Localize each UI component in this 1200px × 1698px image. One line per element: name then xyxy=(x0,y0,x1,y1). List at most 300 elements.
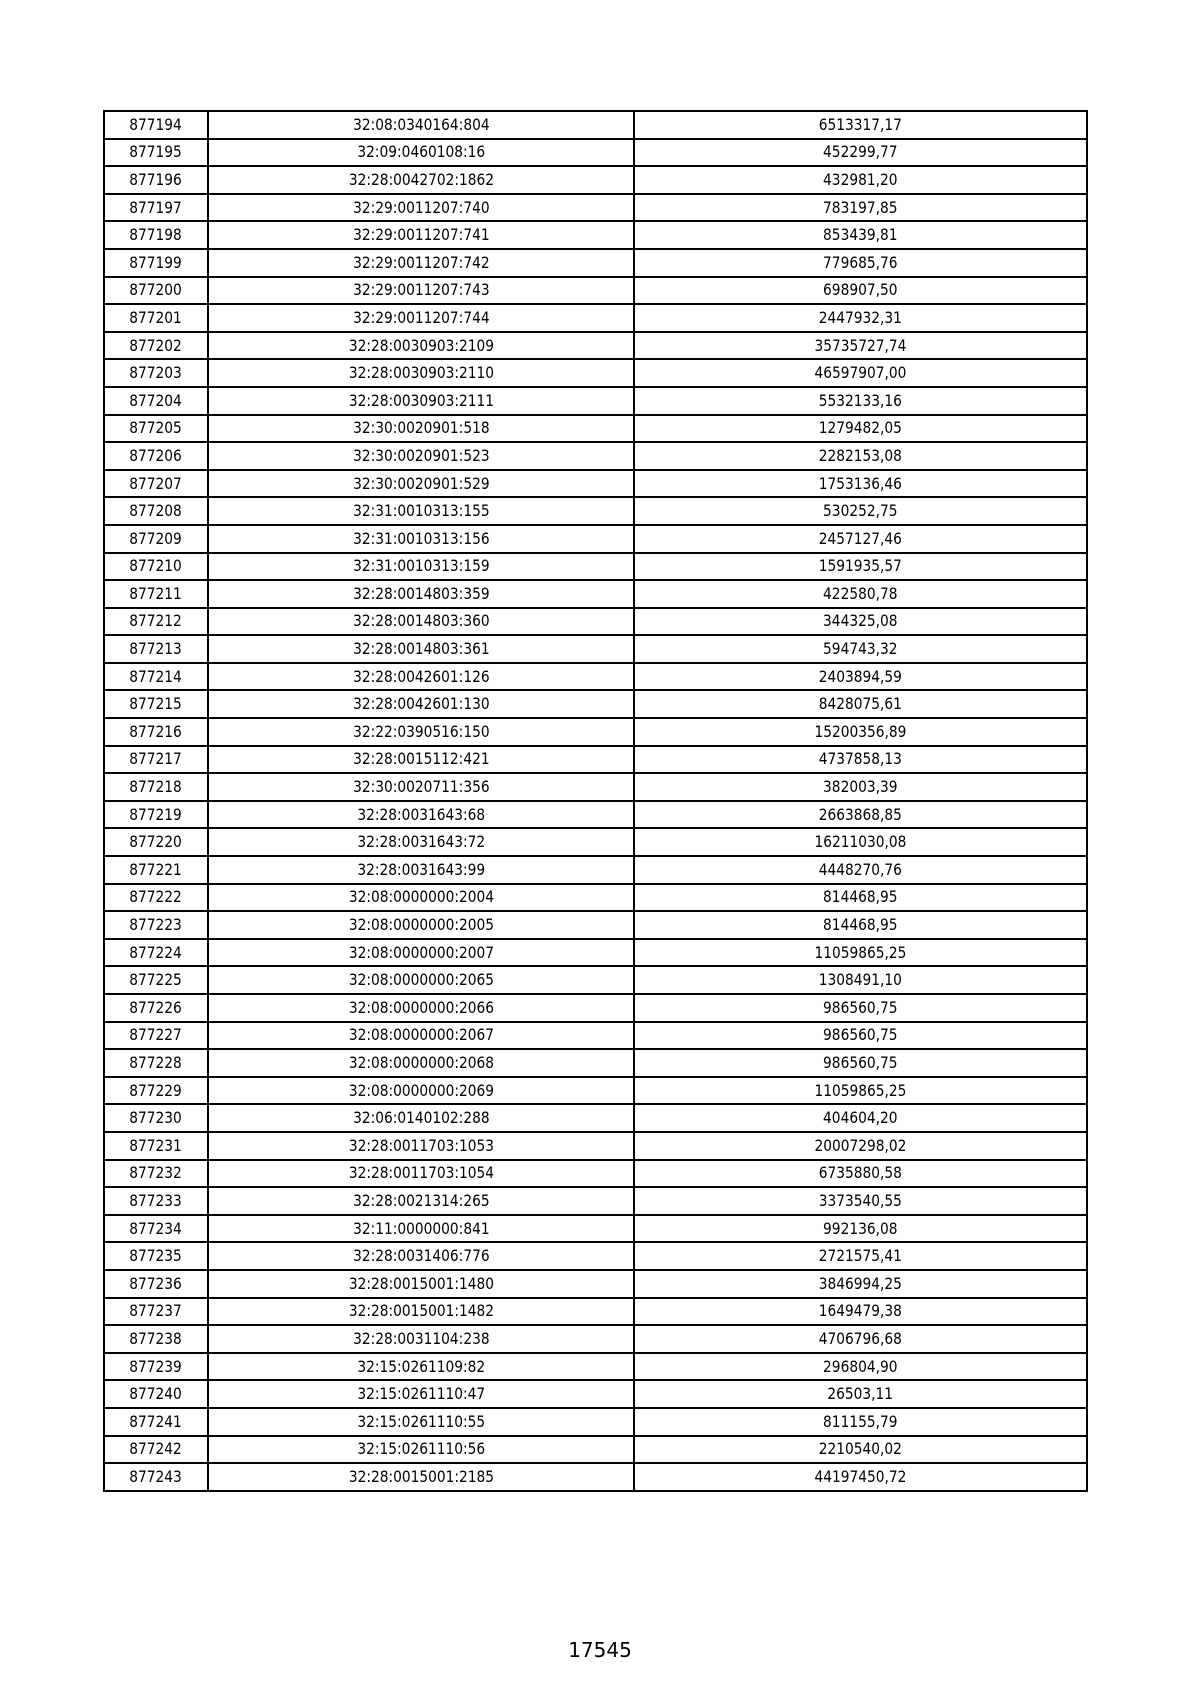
table-row xyxy=(104,387,1087,415)
data-table xyxy=(103,110,1088,1492)
cadastral-number-cell xyxy=(208,580,634,608)
table-row xyxy=(104,1325,1087,1353)
table-row xyxy=(104,442,1087,470)
row-number-text: 877221 xyxy=(129,859,183,879)
value-cell xyxy=(634,1077,1087,1105)
row-number-text: 877207 xyxy=(129,473,183,493)
cadastral-number-text: 32:08:0340164:804 xyxy=(352,114,490,134)
cadastral-number-text: 32:30:0020901:518 xyxy=(352,418,490,438)
row-number-cell xyxy=(104,966,208,994)
table-row xyxy=(104,1298,1087,1326)
cadastral-number-cell xyxy=(208,1215,634,1243)
row-number-cell xyxy=(104,442,208,470)
value-text: 35735727,74 xyxy=(814,335,907,355)
row-number-cell xyxy=(104,718,208,746)
row-number-cell xyxy=(104,1132,208,1160)
row-number-cell xyxy=(104,387,208,415)
row-number-text: 877241 xyxy=(129,1411,183,1431)
value-cell xyxy=(634,497,1087,525)
table-row xyxy=(104,1104,1087,1132)
value-text: 986560,75 xyxy=(823,1052,898,1072)
table-row xyxy=(104,359,1087,387)
row-number-cell xyxy=(104,277,208,305)
row-number-text: 877231 xyxy=(129,1135,183,1155)
cadastral-number-text: 32:08:0000000:2067 xyxy=(348,1025,494,1045)
cadastral-number-cell xyxy=(208,359,634,387)
table-row xyxy=(104,249,1087,277)
value-text: 344325,08 xyxy=(823,611,898,631)
cadastral-number-text: 32:22:0390516:150 xyxy=(352,721,490,741)
row-number-text: 877195 xyxy=(129,142,183,162)
value-cell xyxy=(634,635,1087,663)
table-row xyxy=(104,497,1087,525)
cadastral-number-text: 32:06:0140102:288 xyxy=(352,1108,490,1128)
cadastral-number-text: 32:28:0030903:2111 xyxy=(348,390,494,410)
value-text: 2282153,08 xyxy=(818,445,903,465)
cadastral-number-cell xyxy=(208,1380,634,1408)
cadastral-number-text: 32:28:0030903:2109 xyxy=(348,335,494,355)
value-text: 1649479,38 xyxy=(818,1301,903,1321)
cadastral-number-text: 32:28:0021314:265 xyxy=(352,1190,490,1210)
cadastral-number-text: 32:29:0011207:744 xyxy=(352,307,490,327)
table-row xyxy=(104,470,1087,498)
row-number-text: 877205 xyxy=(129,418,183,438)
table-row xyxy=(104,828,1087,856)
row-number-cell xyxy=(104,1160,208,1188)
table-row xyxy=(104,1077,1087,1105)
cadastral-number-cell xyxy=(208,746,634,774)
row-number-cell xyxy=(104,1436,208,1464)
cadastral-number-text: 32:08:0000000:2069 xyxy=(348,1080,494,1100)
cadastral-number-text: 32:08:0000000:2005 xyxy=(348,915,494,935)
table-row xyxy=(104,1408,1087,1436)
table-row xyxy=(104,884,1087,912)
table-row xyxy=(104,1463,1087,1491)
row-number-text: 877210 xyxy=(129,556,183,576)
row-number-text: 877233 xyxy=(129,1190,183,1210)
row-number-text: 877240 xyxy=(129,1384,183,1404)
row-number-cell xyxy=(104,608,208,636)
cadastral-number-cell xyxy=(208,470,634,498)
row-number-cell xyxy=(104,856,208,884)
value-cell xyxy=(634,332,1087,360)
cadastral-number-text: 32:11:0000000:841 xyxy=(352,1218,490,1238)
table-row xyxy=(104,1436,1087,1464)
value-text: 15200356,89 xyxy=(814,721,907,741)
value-cell xyxy=(634,663,1087,691)
table-row xyxy=(104,553,1087,581)
row-number-text: 877224 xyxy=(129,942,183,962)
cadastral-number-text: 32:28:0030903:2110 xyxy=(348,363,494,383)
row-number-text: 877225 xyxy=(129,970,183,990)
table-row xyxy=(104,166,1087,194)
cadastral-number-cell xyxy=(208,663,634,691)
row-number-text: 877200 xyxy=(129,280,183,300)
cadastral-number-cell xyxy=(208,1408,634,1436)
cadastral-number-cell xyxy=(208,387,634,415)
value-cell xyxy=(634,470,1087,498)
value-cell xyxy=(634,911,1087,939)
row-number-text: 877197 xyxy=(129,197,183,217)
value-cell xyxy=(634,966,1087,994)
row-number-cell xyxy=(104,939,208,967)
cadastral-number-text: 32:28:0031643:99 xyxy=(357,859,485,879)
cadastral-number-cell xyxy=(208,194,634,222)
value-text: 986560,75 xyxy=(823,997,898,1017)
cadastral-number-cell xyxy=(208,497,634,525)
row-number-cell xyxy=(104,1325,208,1353)
row-number-cell xyxy=(104,221,208,249)
cadastral-number-text: 32:08:0000000:2004 xyxy=(348,887,494,907)
row-number-text: 877238 xyxy=(129,1328,183,1348)
cadastral-number-text: 32:28:0042601:130 xyxy=(352,694,490,714)
row-number-cell xyxy=(104,580,208,608)
value-text: 698907,50 xyxy=(823,280,898,300)
row-number-text: 877226 xyxy=(129,997,183,1017)
value-cell xyxy=(634,359,1087,387)
value-cell xyxy=(634,801,1087,829)
value-text: 6513317,17 xyxy=(818,114,903,134)
value-cell xyxy=(634,1160,1087,1188)
row-number-cell xyxy=(104,1353,208,1381)
value-text: 986560,75 xyxy=(823,1025,898,1045)
row-number-text: 877232 xyxy=(129,1163,183,1183)
table-row xyxy=(104,608,1087,636)
row-number-text: 877223 xyxy=(129,915,183,935)
cadastral-number-text: 32:28:0031643:68 xyxy=(357,804,485,824)
value-text: 811155,79 xyxy=(823,1411,898,1431)
row-number-cell xyxy=(104,553,208,581)
page-number: 17545 xyxy=(568,1638,632,1662)
row-number-text: 877208 xyxy=(129,501,183,521)
row-number-text: 877203 xyxy=(129,363,183,383)
value-text: 1308491,10 xyxy=(818,970,903,990)
row-number-cell xyxy=(104,470,208,498)
cadastral-number-cell xyxy=(208,1022,634,1050)
row-number-text: 877212 xyxy=(129,611,183,631)
table-row xyxy=(104,221,1087,249)
row-number-text: 877206 xyxy=(129,445,183,465)
row-number-text: 877219 xyxy=(129,804,183,824)
table-row xyxy=(104,194,1087,222)
value-cell xyxy=(634,1187,1087,1215)
row-number-text: 877228 xyxy=(129,1052,183,1072)
cadastral-number-text: 32:15:0261110:56 xyxy=(357,1439,485,1459)
cadastral-number-text: 32:28:0014803:360 xyxy=(352,611,490,631)
value-text: 992136,08 xyxy=(823,1218,898,1238)
table-row xyxy=(104,746,1087,774)
cadastral-number-text: 32:28:0014803:361 xyxy=(352,639,490,659)
row-number-cell xyxy=(104,194,208,222)
cadastral-number-text: 32:28:0015001:2185 xyxy=(348,1466,494,1486)
table-row xyxy=(104,635,1087,663)
row-number-text: 877215 xyxy=(129,694,183,714)
cadastral-number-cell xyxy=(208,690,634,718)
cadastral-number-cell xyxy=(208,304,634,332)
table-row xyxy=(104,111,1087,139)
table-row xyxy=(104,1022,1087,1050)
table-row xyxy=(104,1353,1087,1381)
value-cell xyxy=(634,553,1087,581)
cadastral-number-text: 32:15:0261109:82 xyxy=(357,1356,485,1376)
row-number-cell xyxy=(104,911,208,939)
cadastral-number-cell xyxy=(208,1463,634,1491)
value-cell xyxy=(634,856,1087,884)
cadastral-number-cell xyxy=(208,801,634,829)
cadastral-number-text: 32:28:0031643:72 xyxy=(357,832,485,852)
cadastral-number-text: 32:29:0011207:743 xyxy=(352,280,490,300)
value-cell xyxy=(634,939,1087,967)
value-text: 44197450,72 xyxy=(814,1466,907,1486)
cadastral-number-text: 32:09:0460108:16 xyxy=(357,142,485,162)
value-cell xyxy=(634,1104,1087,1132)
row-number-text: 877213 xyxy=(129,639,183,659)
value-cell xyxy=(634,994,1087,1022)
value-text: 2403894,59 xyxy=(818,666,903,686)
row-number-cell xyxy=(104,525,208,553)
value-cell xyxy=(634,1463,1087,1491)
row-number-text: 877229 xyxy=(129,1080,183,1100)
value-text: 3373540,55 xyxy=(818,1190,903,1210)
row-number-cell xyxy=(104,1408,208,1436)
cadastral-number-text: 32:28:0011703:1054 xyxy=(348,1163,494,1183)
table-row xyxy=(104,1215,1087,1243)
row-number-cell xyxy=(104,801,208,829)
cadastral-number-cell xyxy=(208,1187,634,1215)
value-text: 2663868,85 xyxy=(818,804,903,824)
cadastral-number-text: 32:28:0015001:1480 xyxy=(348,1273,494,1293)
cadastral-number-cell xyxy=(208,553,634,581)
row-number-text: 877211 xyxy=(129,583,183,603)
table-row xyxy=(104,139,1087,167)
cadastral-number-text: 32:15:0261110:55 xyxy=(357,1411,485,1431)
row-number-text: 877227 xyxy=(129,1025,183,1045)
row-number-cell xyxy=(104,1022,208,1050)
row-number-cell xyxy=(104,1242,208,1270)
cadastral-number-text: 32:31:0010313:156 xyxy=(352,528,490,548)
row-number-cell xyxy=(104,994,208,1022)
table-row xyxy=(104,1270,1087,1298)
value-text: 432981,20 xyxy=(823,169,898,189)
cadastral-number-text: 32:29:0011207:742 xyxy=(352,252,490,272)
cadastral-number-cell xyxy=(208,139,634,167)
value-cell xyxy=(634,718,1087,746)
value-text: 1591935,57 xyxy=(818,556,903,576)
value-cell xyxy=(634,884,1087,912)
row-number-text: 877214 xyxy=(129,666,183,686)
table-row xyxy=(104,1380,1087,1408)
value-cell xyxy=(634,1242,1087,1270)
value-text: 4448270,76 xyxy=(818,859,903,879)
value-cell xyxy=(634,387,1087,415)
cadastral-number-cell xyxy=(208,1270,634,1298)
table-row xyxy=(104,580,1087,608)
value-cell xyxy=(634,1270,1087,1298)
value-cell xyxy=(634,415,1087,443)
row-number-text: 877242 xyxy=(129,1439,183,1459)
value-cell xyxy=(634,1436,1087,1464)
cadastral-number-cell xyxy=(208,1353,634,1381)
cadastral-number-cell xyxy=(208,442,634,470)
value-cell xyxy=(634,1353,1087,1381)
value-cell xyxy=(634,1325,1087,1353)
table-row xyxy=(104,801,1087,829)
cadastral-number-text: 32:08:0000000:2065 xyxy=(348,970,494,990)
value-text: 4737858,13 xyxy=(818,749,903,769)
value-text: 452299,77 xyxy=(823,142,898,162)
cadastral-number-cell xyxy=(208,249,634,277)
cadastral-number-text: 32:30:0020711:356 xyxy=(352,777,490,797)
cadastral-number-cell xyxy=(208,1132,634,1160)
value-cell xyxy=(634,1298,1087,1326)
row-number-cell xyxy=(104,746,208,774)
value-text: 16211030,08 xyxy=(814,832,907,852)
table-row xyxy=(104,663,1087,691)
cadastral-number-cell xyxy=(208,166,634,194)
value-cell xyxy=(634,221,1087,249)
table-row xyxy=(104,856,1087,884)
row-number-cell xyxy=(104,304,208,332)
cadastral-number-cell xyxy=(208,911,634,939)
table-row xyxy=(104,690,1087,718)
cadastral-number-cell xyxy=(208,1325,634,1353)
cadastral-number-text: 32:08:0000000:2068 xyxy=(348,1052,494,1072)
value-cell xyxy=(634,111,1087,139)
row-number-cell xyxy=(104,1380,208,1408)
table-row xyxy=(104,1132,1087,1160)
value-text: 3846994,25 xyxy=(818,1273,903,1293)
row-number-text: 877237 xyxy=(129,1301,183,1321)
row-number-cell xyxy=(104,1049,208,1077)
value-cell xyxy=(634,442,1087,470)
value-text: 814468,95 xyxy=(823,915,898,935)
row-number-text: 877220 xyxy=(129,832,183,852)
row-number-text: 877230 xyxy=(129,1108,183,1128)
cadastral-number-cell xyxy=(208,525,634,553)
table-row xyxy=(104,966,1087,994)
value-cell xyxy=(634,166,1087,194)
row-number-text: 877201 xyxy=(129,307,183,327)
row-number-text: 877239 xyxy=(129,1356,183,1376)
row-number-text: 877198 xyxy=(129,225,183,245)
table-body xyxy=(104,111,1087,1491)
cadastral-number-text: 32:28:0014803:359 xyxy=(352,583,490,603)
value-cell xyxy=(634,1022,1087,1050)
value-text: 814468,95 xyxy=(823,887,898,907)
cadastral-number-text: 32:08:0000000:2007 xyxy=(348,942,494,962)
value-cell xyxy=(634,1215,1087,1243)
cadastral-number-cell xyxy=(208,1160,634,1188)
table-row xyxy=(104,332,1087,360)
row-number-cell xyxy=(104,828,208,856)
row-number-text: 877196 xyxy=(129,169,183,189)
cadastral-number-cell xyxy=(208,111,634,139)
cadastral-number-cell xyxy=(208,1242,634,1270)
value-cell xyxy=(634,1408,1087,1436)
cadastral-number-text: 32:30:0020901:523 xyxy=(352,445,490,465)
value-cell xyxy=(634,194,1087,222)
value-text: 382003,39 xyxy=(823,777,898,797)
cadastral-number-text: 32:29:0011207:740 xyxy=(352,197,490,217)
row-number-text: 877217 xyxy=(129,749,183,769)
table-row xyxy=(104,1242,1087,1270)
cadastral-number-text: 32:28:0031104:238 xyxy=(352,1328,490,1348)
value-text: 1753136,46 xyxy=(818,473,903,493)
row-number-cell xyxy=(104,1104,208,1132)
row-number-cell xyxy=(104,690,208,718)
table-row xyxy=(104,718,1087,746)
value-text: 853439,81 xyxy=(823,225,898,245)
value-text: 4706796,68 xyxy=(818,1328,903,1348)
value-cell xyxy=(634,249,1087,277)
row-number-text: 877202 xyxy=(129,335,183,355)
row-number-text: 877199 xyxy=(129,252,183,272)
cadastral-number-cell xyxy=(208,884,634,912)
cadastral-number-cell xyxy=(208,1077,634,1105)
table-row xyxy=(104,1187,1087,1215)
cadastral-number-text: 32:28:0015001:1482 xyxy=(348,1301,494,1321)
cadastral-number-text: 32:08:0000000:2066 xyxy=(348,997,494,1017)
cadastral-number-cell xyxy=(208,828,634,856)
value-text: 530252,75 xyxy=(823,501,898,521)
table-row xyxy=(104,1049,1087,1077)
row-number-cell xyxy=(104,884,208,912)
table-row xyxy=(104,1160,1087,1188)
cadastral-number-cell xyxy=(208,966,634,994)
table-row xyxy=(104,773,1087,801)
value-text: 5532133,16 xyxy=(818,390,903,410)
cadastral-number-text: 32:28:0015112:421 xyxy=(352,749,490,769)
value-cell xyxy=(634,1049,1087,1077)
cadastral-number-cell xyxy=(208,1049,634,1077)
row-number-cell xyxy=(104,415,208,443)
cadastral-number-text: 32:28:0031406:776 xyxy=(352,1246,490,1266)
row-number-text: 877222 xyxy=(129,887,183,907)
table-row xyxy=(104,415,1087,443)
value-cell xyxy=(634,690,1087,718)
row-number-text: 877243 xyxy=(129,1466,183,1486)
value-text: 2210540,02 xyxy=(818,1439,903,1459)
row-number-text: 877234 xyxy=(129,1218,183,1238)
value-text: 20007298,02 xyxy=(814,1135,907,1155)
row-number-cell xyxy=(104,139,208,167)
table-row xyxy=(104,911,1087,939)
row-number-text: 877194 xyxy=(129,114,183,134)
value-cell xyxy=(634,525,1087,553)
value-text: 8428075,61 xyxy=(818,694,903,714)
value-cell xyxy=(634,746,1087,774)
cadastral-number-text: 32:29:0011207:741 xyxy=(352,225,490,245)
row-number-cell xyxy=(104,1270,208,1298)
cadastral-number-text: 32:28:0042702:1862 xyxy=(348,169,494,189)
cadastral-number-cell xyxy=(208,221,634,249)
cadastral-number-cell xyxy=(208,1298,634,1326)
value-text: 779685,76 xyxy=(823,252,898,272)
cadastral-number-text: 32:28:0011703:1053 xyxy=(348,1135,494,1155)
cadastral-number-cell xyxy=(208,277,634,305)
row-number-text: 877218 xyxy=(129,777,183,797)
cadastral-number-cell xyxy=(208,1436,634,1464)
cadastral-number-cell xyxy=(208,635,634,663)
row-number-text: 877236 xyxy=(129,1273,183,1293)
row-number-cell xyxy=(104,663,208,691)
cadastral-number-text: 32:28:0042601:126 xyxy=(352,666,490,686)
value-cell xyxy=(634,773,1087,801)
value-text: 6735880,58 xyxy=(818,1163,903,1183)
value-text: 404604,20 xyxy=(823,1108,898,1128)
cadastral-number-text: 32:31:0010313:155 xyxy=(352,501,490,521)
value-text: 2721575,41 xyxy=(818,1246,903,1266)
